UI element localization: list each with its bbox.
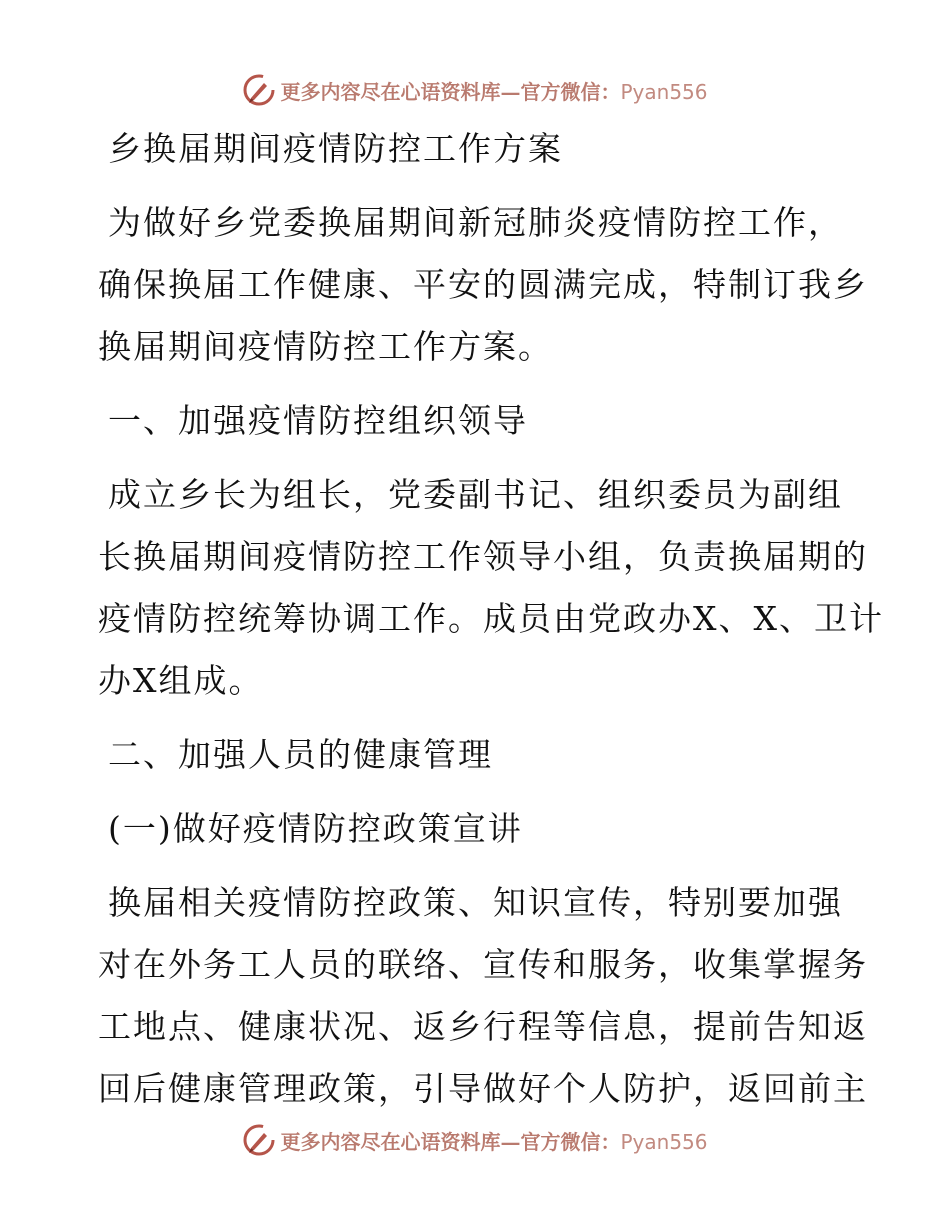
- watermark-wechat-id: Pyan556: [620, 79, 708, 104]
- heading-line: 一、加强疫情防控组织领导: [108, 401, 528, 440]
- paragraph-line: 确保换届工作健康、平安的圆满完成，特制订我乡: [98, 265, 868, 304]
- heading-line: 二、加强人员的健康管理: [108, 735, 493, 774]
- paragraph-line: 对在外务工人员的联络、宣传和服务，收集掌握务: [98, 945, 868, 984]
- section-heading: [98, 390, 858, 452]
- paragraph: [98, 192, 868, 378]
- watermark-wechat-id: Pyan556: [620, 1129, 708, 1154]
- paragraph-line: 换届相关疫情防控政策、知识宣传，特别要加强: [108, 883, 843, 922]
- paragraph-line: 长换届期间疫情防控工作领导小组，负责换届期的: [98, 537, 868, 576]
- paragraph-line: 办X组成。: [98, 661, 264, 700]
- subsection-heading: [98, 798, 858, 860]
- watermark-text: 更多内容尽在心语资料库—官方微信：Pyan556: [280, 1129, 708, 1154]
- paragraph-line: 疫情防控统筹协调工作。成员由党政办X、X、卫计: [98, 599, 884, 638]
- section-heading: [98, 724, 858, 786]
- heading-line: (一)做好疫情防控政策宣讲: [108, 809, 523, 848]
- watermark-text: 更多内容尽在心语资料库—官方微信：Pyan556: [280, 79, 708, 104]
- header-watermark: [0, 72, 950, 108]
- pen-logo-icon: [242, 73, 276, 107]
- pen-logo-icon: [242, 1123, 276, 1157]
- paragraph: [98, 464, 884, 712]
- paragraph: [98, 872, 868, 1120]
- paragraph-line: 换届期间疫情防控工作方案。: [98, 327, 553, 366]
- footer-watermark: [0, 1122, 950, 1158]
- paragraph-line: 成立乡长为组长，党委副书记、组织委员为副组: [108, 475, 843, 514]
- paragraph-line: 回后健康管理政策，引导做好个人防护，返回前主: [98, 1069, 868, 1108]
- document-title: 乡换届期间疫情防控工作方案: [108, 129, 563, 168]
- paragraph-line: 为做好乡党委换届期间新冠肺炎疫情防控工作，: [108, 203, 843, 242]
- paragraph-line: 工地点、健康状况、返乡行程等信息，提前告知返: [98, 1007, 868, 1046]
- document-body: [98, 118, 884, 1120]
